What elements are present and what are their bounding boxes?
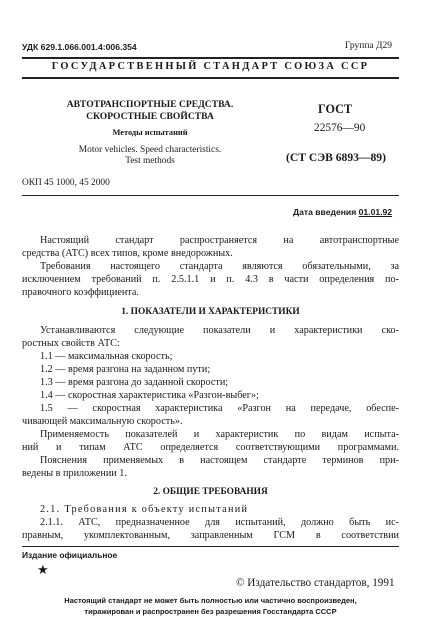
okp-code: ОКП 45 1000, 45 2000 xyxy=(22,178,110,188)
section2-line-1: 2.1.1. АТС, предназначенное для испытаний, должно быть ис- xyxy=(40,517,399,528)
title-en-line2: Test methods xyxy=(125,156,175,166)
effective-date-label: Дата введения xyxy=(293,207,357,217)
title-en-line1: Motor vehicles. Speed characteristics. xyxy=(78,145,222,155)
section1-item-1-5: 1.5 — скоростная характеристика «Разгон на передаче, обеспе- xyxy=(40,403,399,414)
section1-line-1: Устанавливаются следующие показатели и характеристики ско- xyxy=(40,325,399,336)
section2-subheading: 2.1. Требования к объекту испытаний xyxy=(40,504,249,515)
section1-line-applicability: Применяемость показателей и характеристик по видам испыта- xyxy=(40,429,399,440)
doc-title-line1: АВТОТРАНСПОРТНЫЕ СРЕДСТВА. xyxy=(66,99,234,110)
section1-line-2: ростных свойств АТС: xyxy=(22,338,120,349)
section1-item-1-1: 1.1 — максимальная скорость; xyxy=(40,351,173,362)
title-block-rule xyxy=(22,195,399,196)
section1-line-applicability-cont: ний и типам АТС определяется соответствующими программами. xyxy=(22,442,399,453)
reproduction-notice-1: Настоящий стандарт не может быть полностью или частично воспроизведен, xyxy=(64,596,357,605)
doc-title-line2: СКОРОСТНЫЕ СВОЙСТВА xyxy=(86,111,214,122)
section1-item-1-5-cont: чивающей максимальную скорость». xyxy=(22,416,183,427)
section1-heading: 1. ПОКАЗАТЕЛИ И ХАРАКТЕРИСТИКИ xyxy=(121,307,300,317)
methods-ru: Методы испытаний xyxy=(112,128,188,137)
group-code: Группа Д29 xyxy=(345,41,393,51)
intro-line-3: Требования настоящего стандарта являются обязательными, за xyxy=(40,261,399,272)
section1-item-1-3: 1.3 — время разгона до заданной скорости; xyxy=(40,377,229,388)
official-edition: Издание официальное xyxy=(22,550,118,560)
standard-title: ГОСУДАРСТВЕННЫЙ СТАНДАРТ СОЮЗА ССР xyxy=(51,61,370,72)
section1-item-1-4: 1.4 — скоростная характеристика «Разгон-выбег»; xyxy=(40,390,259,401)
gost-number: 22576—90 xyxy=(314,122,366,134)
reproduction-notice-2: тиражирован и распространен без разрешения Госстандарта СССР xyxy=(84,607,337,616)
intro-line-4: исключением требований п. 2.5.1.1 и п. 4.3 в части определения по- xyxy=(22,274,399,285)
footer-rule xyxy=(22,546,399,547)
header-rule-bottom xyxy=(22,77,399,79)
section1-line-terms: Пояснения применяемых в настоящем стандарте терминов при- xyxy=(40,455,399,466)
copyright: © Издательство стандартов, 1991 xyxy=(236,577,395,589)
gost-label: ГОСТ xyxy=(318,102,353,116)
section2-line-2: правным, укомплектованным, заправленным ГСМ в соответствии xyxy=(22,530,399,541)
section1-item-1-2: 1.2 — время разгона на заданном пути; xyxy=(40,364,211,375)
effective-date-value: 01.01.92 xyxy=(358,207,393,217)
intro-line-5: правочного коэффициента. xyxy=(22,287,139,298)
section2-heading: 2. ОБЩИЕ ТРЕБОВАНИЯ xyxy=(153,487,268,497)
intro-line-1: Настоящий стандарт распространяется на автотранспортные xyxy=(40,235,399,246)
st-sev-number: (СТ СЭВ 6893—89) xyxy=(286,151,386,164)
effective-date xyxy=(293,207,392,217)
section1-line-terms-cont: ведены в приложении 1. xyxy=(22,468,127,479)
intro-line-2: средства (АТС) всех типов, кроме внедорожных. xyxy=(22,248,233,259)
star-icon: ★ xyxy=(37,562,49,577)
udk-code: УДК 629.1.066.001.4:006.354 xyxy=(22,42,137,52)
header-rule-top xyxy=(22,57,399,59)
